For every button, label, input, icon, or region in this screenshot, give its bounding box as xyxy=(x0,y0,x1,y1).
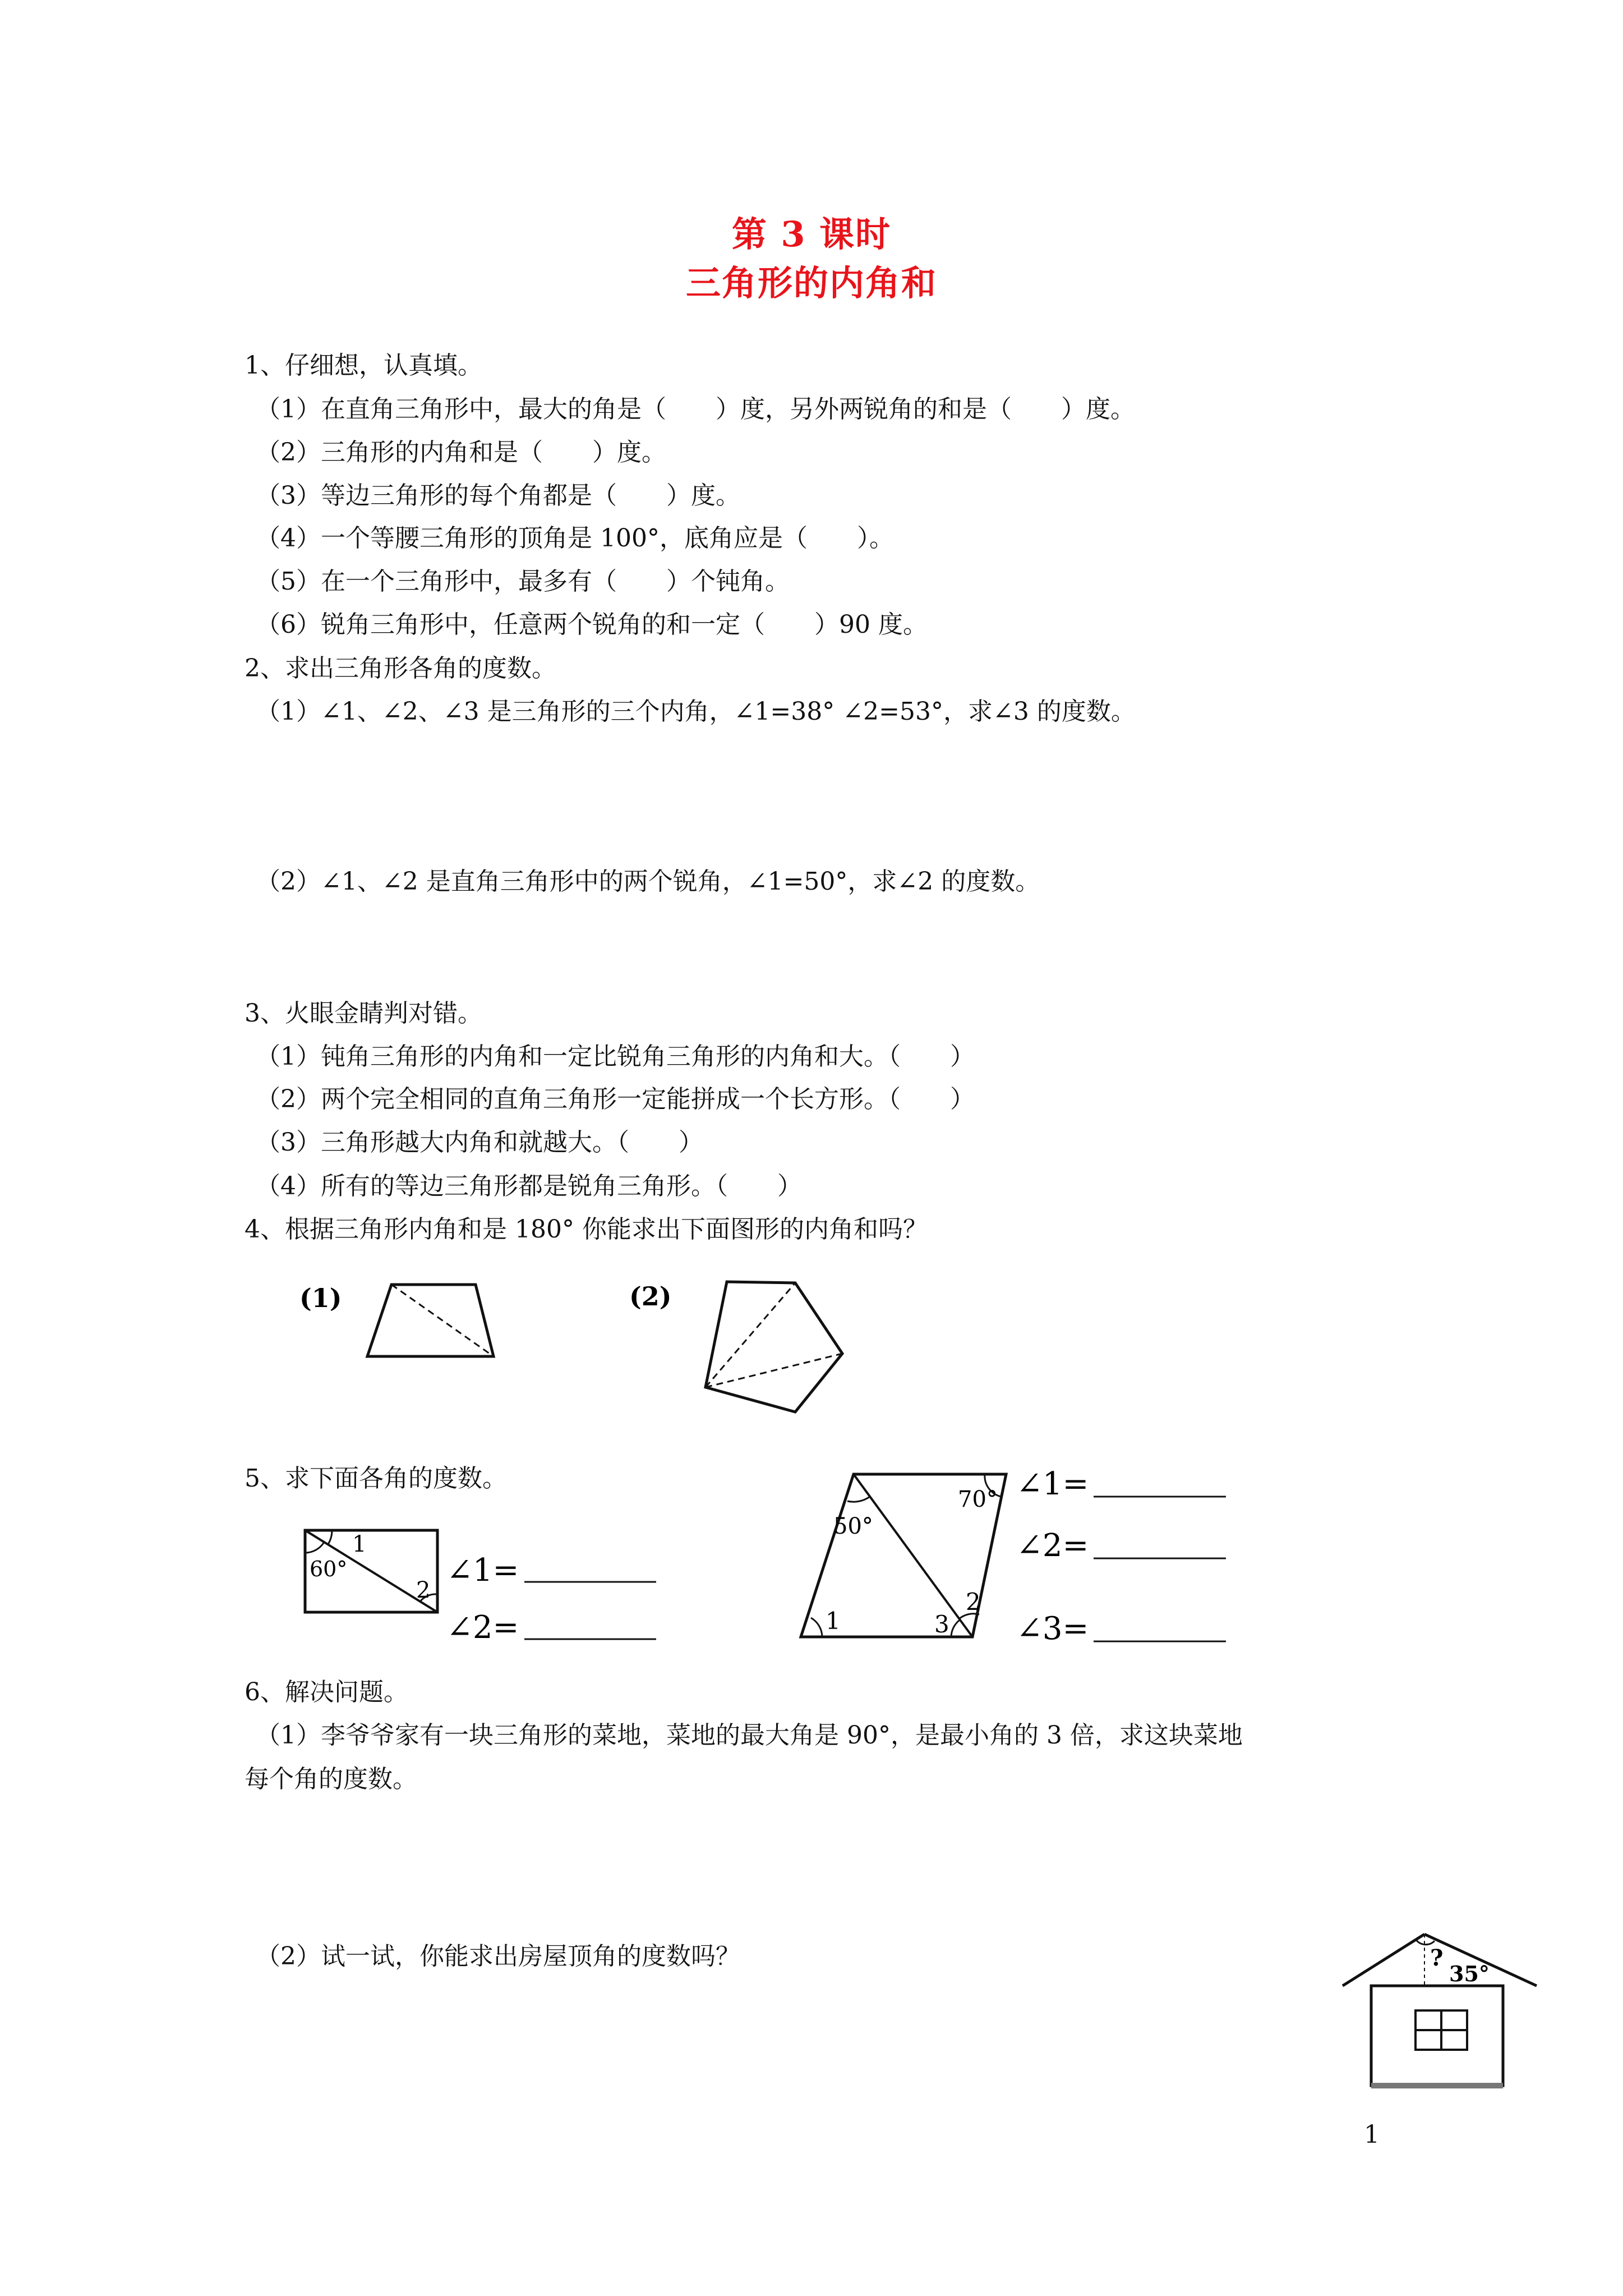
section6-heading: 6、解决问题。 xyxy=(245,1678,408,1706)
angle-2-label: 2 xyxy=(416,1577,431,1603)
section3-item-3: （3）三角形越大内角和就越大。（ ） xyxy=(256,1128,703,1157)
angle-1-arc xyxy=(328,1530,332,1544)
angle-60-arc xyxy=(305,1542,324,1553)
section1-item-2: （2）三角形的内角和是（ ）度。 xyxy=(256,438,666,467)
apex-arc xyxy=(1416,1940,1435,1945)
trapezoid-figure xyxy=(297,1273,510,1363)
angle-35-label: 35° xyxy=(1449,1961,1490,1986)
angle-60-label: 60° xyxy=(310,1557,348,1581)
section2-item-2: （2）∠1、∠2 是直角三角形中的两个锐角，∠1=50°，求∠2 的度数。 xyxy=(256,867,1040,896)
pentagon-diagonal-2 xyxy=(706,1354,842,1387)
section1-item-4: （4）一个等腰三角形的顶角是 100°，底角应是（ ）。 xyxy=(256,524,894,553)
figure-2-label: (2) xyxy=(629,1281,672,1312)
rectangle-figure xyxy=(303,1520,673,1644)
angle-2-label-p: 2 xyxy=(966,1588,981,1616)
section3-heading: 3、火眼金睛判对错。 xyxy=(245,999,482,1028)
trapezoid-shape xyxy=(367,1285,494,1356)
section2-heading: 2、求出三角形各角的度数。 xyxy=(245,654,556,683)
section4-heading: 4、根据三角形内角和是 180° 你能求出下面图形的内角和吗？ xyxy=(245,1215,928,1244)
polygon-figure xyxy=(627,1271,863,1422)
pentagon-shape xyxy=(706,1282,842,1412)
section1-item-6: （6）锐角三角形中，任意两个锐角的和一定（ ）90 度。 xyxy=(256,610,928,639)
section5-heading: 5、求下面各角的度数。 xyxy=(245,1464,507,1493)
answer-p-angle-2: ∠2= xyxy=(1016,1527,1089,1564)
answer-p-angle-3: ∠3= xyxy=(1016,1611,1089,1647)
section2-item-1: （1）∠1、∠2、∠3 是三角形的三个内角，∠1=38° ∠2=53°，求∠3 的度数。 xyxy=(256,697,1136,726)
roof-left xyxy=(1343,1934,1424,1986)
unknown-angle-label: ? xyxy=(1430,1945,1444,1971)
answer-angle-1: ∠1= xyxy=(446,1552,519,1589)
answer-p-angle-1: ∠1= xyxy=(1016,1466,1089,1502)
section6-q2: （2）试一试，你能求出房屋顶角的度数吗？ xyxy=(256,1942,740,1971)
angle-1-label: 1 xyxy=(352,1531,367,1557)
angle-3-label-p: 3 xyxy=(934,1611,949,1638)
angle-1-label-p: 1 xyxy=(826,1607,841,1635)
angle-1-arc-p xyxy=(811,1618,822,1637)
section1-heading: 1、仔细想，认真填。 xyxy=(245,351,482,380)
angle-3-arc-p xyxy=(951,1620,960,1637)
section1-item-1: （1）在直角三角形中，最大的角是（ ）度，另外两锐角的和是（ ）度。 xyxy=(256,395,1135,424)
answer-angle-2: ∠2= xyxy=(446,1609,519,1646)
lesson-title: 三角形的内角和 xyxy=(685,263,937,303)
section6-q1-line2: 每个角的度数。 xyxy=(245,1765,417,1793)
house-body xyxy=(1371,1986,1503,2086)
lesson-number: 第 3 课时 xyxy=(731,214,892,255)
section3-item-1: （1）钝角三角形的内角和一定比锐角三角形的内角和大。（ ） xyxy=(256,1042,975,1071)
angle-70-label: 70° xyxy=(958,1487,998,1512)
parallelogram-figure xyxy=(794,1457,1243,1654)
section3-item-4: （4）所有的等边三角形都是锐角三角形。（ ） xyxy=(256,1172,802,1200)
angle-50-label: 50° xyxy=(833,1513,873,1539)
figure-1-label: (1) xyxy=(299,1283,342,1313)
section3-item-2: （2）两个完全相同的直角三角形一定能拼成一个长方形。（ ） xyxy=(256,1085,975,1114)
section1-item-5: （5）在一个三角形中，最多有（ ）个钝角。 xyxy=(256,567,790,596)
house-figure xyxy=(1340,1930,1553,2120)
section1-item-3: （3）等边三角形的每个角都是（ ）度。 xyxy=(256,481,740,510)
pentagon-diagonal-1 xyxy=(706,1283,795,1387)
section6-q1-line1: （1）李爷爷家有一块三角形的菜地，菜地的最大角是 90°，是最小角的 3 倍，求这块菜地 xyxy=(256,1721,1243,1750)
angle-50-arc xyxy=(847,1497,870,1502)
parallelogram-diagonal xyxy=(854,1474,972,1637)
page-number: 1 xyxy=(1364,2120,1380,2149)
